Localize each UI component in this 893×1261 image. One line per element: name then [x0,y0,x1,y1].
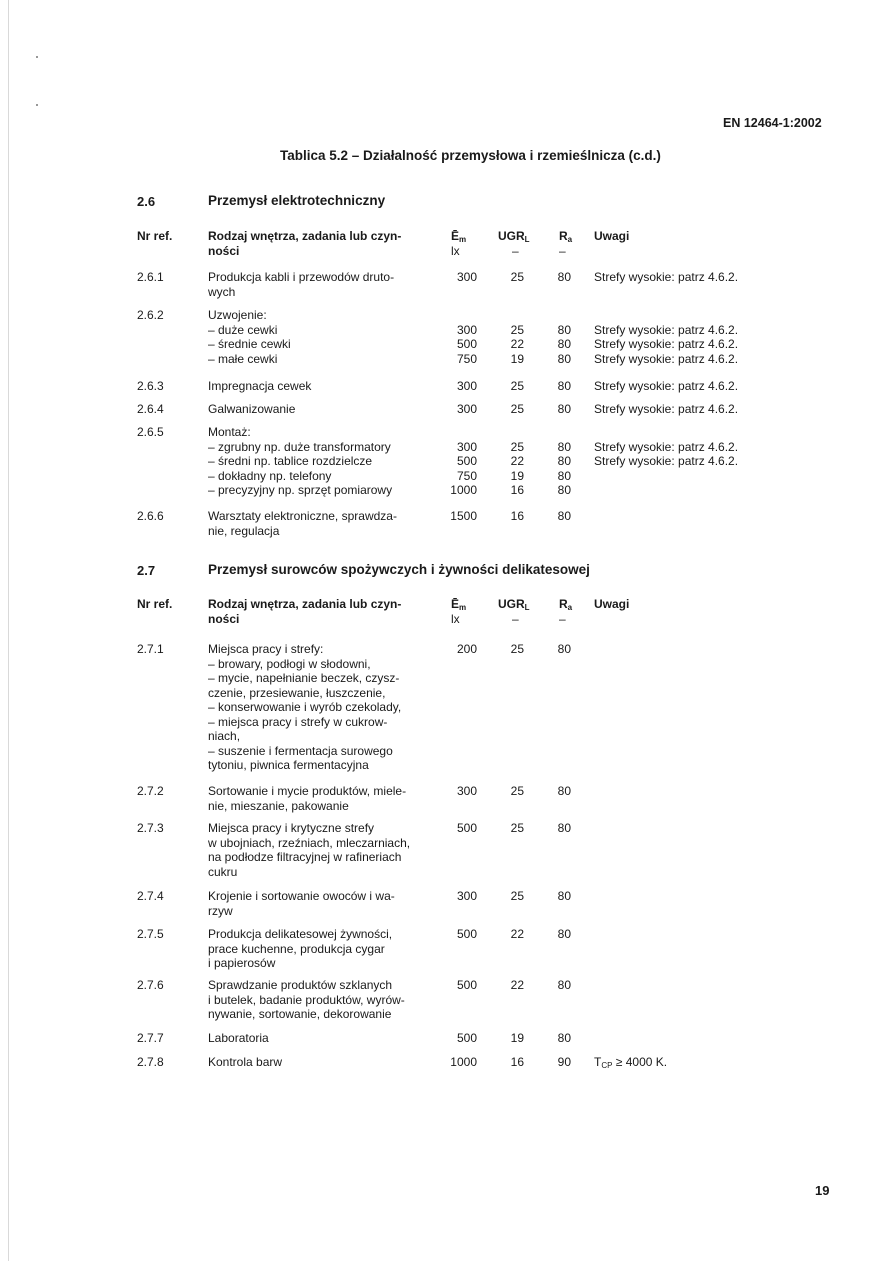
row-ugr: 25 [510,402,524,416]
row-ref-number: 2.6.1 [137,270,164,284]
page-number: 19 [815,1183,830,1198]
header-nr-ref: Nr ref. [137,597,173,611]
header-illuminance: $Ē_m$ lx [451,597,467,626]
row-description: Galwanizowanie [208,402,296,416]
row-ref-number: 2.6.3 [137,379,164,393]
row-ref-number: 2.7.2 [137,784,164,798]
row-ugr: 22 [510,978,524,992]
row-description: Sortowanie i mycie produktów, miele- nie, mieszanie, pakowanie [208,784,407,813]
header-illuminance: $Ē_m$ lx [451,229,467,258]
row-illuminance: 500 [456,1031,477,1045]
row-notes [594,784,597,799]
row-notes: Strefy wysokie: patrz 4.6.2. Strefy wysokie: patrz 4.6.2. [594,439,739,468]
header-description: Rodzaj wnętrza, zadania lub czyn- ności [208,229,402,258]
header-notes: Uwagi [594,229,630,243]
row-description: Kontrola barw [208,1055,283,1069]
row-illuminance: 300 [456,889,477,903]
row-ref-number: 2.7.3 [137,821,164,835]
header-ugr: $UGR_L$ – [498,229,530,258]
row-ra: 80 [557,379,571,393]
row-description: Warsztaty elektroniczne, sprawdza- nie, regulacja [208,509,397,538]
row-ugr: 25 [510,379,524,393]
row-ra: 80 [557,270,571,284]
document-id: EN 12464-1:2002 [723,116,822,130]
row-ra: 80 [557,402,571,416]
row-illuminance: 300 [456,270,477,284]
row-description: Produkcja kabli i przewodów druto- wych [208,270,395,299]
row-illuminance: 300 [456,379,477,393]
row-ra: 80 [557,784,571,798]
header-notes: Uwagi [594,597,630,611]
header-nr-ref: Nr ref. [137,229,173,243]
row-ra: 80 [557,978,571,992]
row-ref-number: 2.6.4 [137,402,164,416]
row-ra: 80 [557,642,571,656]
row-ugr: 16 [510,1055,524,1069]
row-illuminance: 200 [456,642,477,656]
section-title: Przemysł surowców spożywczych i żywności delikatesowej [208,562,590,577]
section-number: 2.7 [137,563,156,578]
row-ref-number: 2.7.6 [137,978,164,992]
row-ugr: 25 [510,821,524,835]
row-ref-number: 2.7.4 [137,889,164,903]
header-description: Rodzaj wnętrza, zadania lub czyn- ności [208,597,402,626]
row-description: Uzwojenie: – duże cewki – średnie cewki – małe cewki [208,308,291,366]
row-ra: 80 80 80 [557,322,571,366]
row-notes [594,1031,597,1046]
row-notes: $T_{CP} \ge 4000$ K. [594,1055,668,1070]
row-ref-number: 2.7.8 [137,1055,164,1069]
row-ref-number: 2.6.6 [137,509,164,523]
row-description: Miejsca pracy i strefy: – browary, podłogi w słodowni, – mycie, napełnianie beczek, czysz- czenie, przesiewanie, łuszczenie, – konserwowanie i wyrób czekolady, – miejsca pracy i strefy w cukrow- niach, – suszenie i fermentacja surowego tytoniu, piwnica fermentacyjna [208,642,402,772]
row-illuminance: 500 [456,978,477,992]
row-notes [594,642,597,657]
row-ugr: 22 [510,927,524,941]
row-ugr: 25 [510,889,524,903]
section-number: 2.6 [137,194,156,209]
header-ugr: $UGR_L$ – [498,597,530,626]
table-title: Tablica 5.2 – Działalność przemysłowa i rzemieślnicza (c.d.) [280,148,661,163]
row-ra: 80 80 80 80 [557,439,571,497]
row-ref-number: 2.7.1 [137,642,164,656]
row-ra: 80 [557,509,571,523]
row-ref-number: 2.7.5 [137,927,164,941]
row-illuminance: 1000 [450,1055,477,1069]
row-description: Laboratoria [208,1031,269,1045]
row-illuminance: 500 [456,821,477,835]
scan-margin-line [8,0,9,1261]
row-description: Krojenie i sortowanie owoców i wa- rzyw [208,889,395,918]
header-ra: $R_a$ – [559,597,573,626]
row-ugr: 16 [510,509,524,523]
section-title: Przemysł elektrotechniczny [208,193,386,208]
row-ra: 80 [557,821,571,835]
row-illuminance: 300 500 750 1000 [450,439,477,497]
row-notes: Strefy wysokie: patrz 4.6.2. [594,379,739,393]
row-notes: Strefy wysokie: patrz 4.6.2. [594,270,739,284]
row-notes [594,927,597,942]
row-illuminance: 500 [456,927,477,941]
row-description: Impregnacja cewek [208,379,312,393]
scan-speck [36,56,38,58]
row-notes [594,978,597,993]
row-illuminance: 300 [456,402,477,416]
row-description: Produkcja delikatesowej żywności, prace kuchenne, produkcja cygar i papierosów [208,927,393,970]
row-notes: Strefy wysokie: patrz 4.6.2. Strefy wysokie: patrz 4.6.2. Strefy wysokie: patrz 4.6.2. [594,322,739,366]
row-description: Montaż: – zgrubny np. duże transformatory – średni np. tablice rozdzielcze – dokładny np. telefony – precyzyjny np. sprzęt pomiarowy [208,425,393,497]
row-ra: 80 [557,1031,571,1045]
row-ugr: 25 22 19 16 [510,439,524,497]
row-description: Miejsca pracy i krytyczne strefy w ubojniach, rzeźniach, mleczarniach, na podłodze filtracyjnej w rafineriach cukru [208,821,411,879]
row-ref-number: 2.6.2 [137,308,164,322]
row-notes [594,889,597,904]
scan-speck [36,104,38,106]
row-ra: 90 [557,1055,571,1069]
header-ra: $R_a$ – [559,229,573,258]
row-notes [594,509,597,524]
row-notes [594,821,597,836]
row-ugr: 25 22 19 [510,322,524,366]
row-ugr: 25 [510,642,524,656]
row-illuminance: 300 [456,784,477,798]
row-ugr: 25 [510,270,524,284]
row-illuminance: 1500 [450,509,477,523]
row-ugr: 19 [510,1031,524,1045]
row-description: Sprawdzanie produktów szklanych i butelek, badanie produktów, wyrów- nywanie, sortowanie, dekorowanie [208,978,405,1021]
row-ra: 80 [557,927,571,941]
row-illuminance: 300 500 750 [456,322,477,366]
row-notes: Strefy wysokie: patrz 4.6.2. [594,402,739,416]
row-ugr: 25 [510,784,524,798]
row-ref-number: 2.7.7 [137,1031,164,1045]
row-ra: 80 [557,889,571,903]
row-ref-number: 2.6.5 [137,425,164,439]
